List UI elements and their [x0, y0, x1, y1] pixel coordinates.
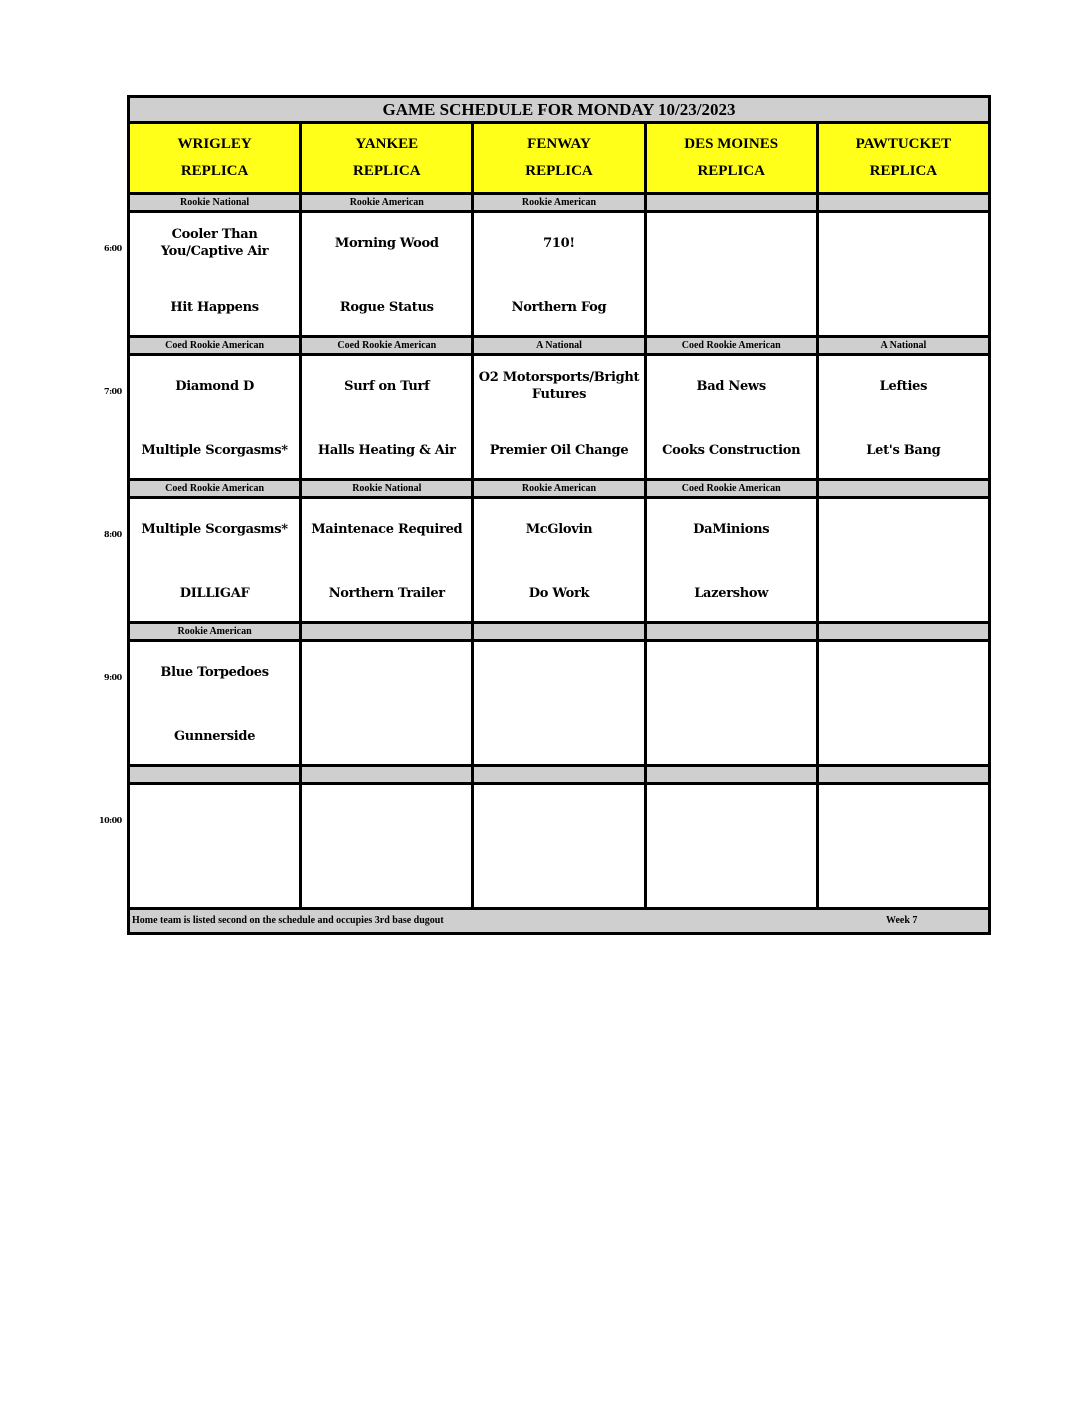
game-cell [647, 499, 816, 621]
home-team: Do Work [528, 586, 590, 601]
away-team: Bad News [696, 379, 766, 394]
home-team: Lazershow [694, 586, 769, 601]
away-team [476, 807, 641, 843]
away-team: Blue Torpedoes [160, 665, 269, 680]
away-team [821, 664, 986, 700]
game-cell [474, 356, 643, 478]
field-subtitle: REPLICA [180, 163, 249, 179]
home-team: Rogue Status [339, 300, 434, 315]
home-team: Northern Fog [511, 300, 607, 315]
home-team: Gunnerside [173, 729, 256, 744]
field-name: FENWAY [527, 136, 591, 152]
field-name: DES MOINES [684, 136, 779, 152]
away-team: Surf on Turf [344, 379, 430, 394]
away-team [132, 807, 297, 843]
field-subtitle: REPLICA [697, 163, 765, 179]
away-team [304, 664, 469, 700]
game-cell [647, 213, 816, 335]
away-team: Maintenace Required [311, 522, 463, 537]
game-cell [819, 213, 988, 335]
away-team: Cooler Than You/Captive Air [160, 227, 269, 259]
field-name: WRIGLEY [177, 136, 252, 152]
game-cell [302, 213, 471, 335]
division-label: Rookie American [302, 195, 471, 210]
away-team [649, 235, 814, 271]
field-name: PAWTUCKET [855, 136, 952, 152]
division-label: A National [474, 338, 643, 353]
game-cell [647, 785, 816, 907]
away-team: 710! [543, 236, 575, 251]
game-cell [647, 356, 816, 478]
home-team: Let's Bang [866, 443, 941, 458]
division-label [819, 767, 988, 782]
home-team: DILLIGAF [179, 586, 250, 601]
game-cell [130, 785, 299, 907]
game-cell [819, 785, 988, 907]
game-cell [474, 642, 643, 764]
game-cell [819, 642, 988, 764]
division-label: Coed Rookie American [130, 481, 299, 496]
schedule-footer [130, 910, 988, 932]
time-slot-label: 8:00 [104, 529, 122, 539]
away-team: Lefties [879, 379, 928, 394]
division-label: Coed Rookie American [647, 481, 816, 496]
division-label [819, 195, 988, 210]
away-team [821, 521, 986, 557]
home-team: Premier Oil Change [489, 443, 629, 458]
division-label: Coed Rookie American [302, 338, 471, 353]
field-header [302, 124, 471, 192]
field-header [474, 124, 643, 192]
game-cell [302, 499, 471, 621]
division-label: Coed Rookie American [647, 338, 816, 353]
home-team: Cooks Construction [662, 443, 801, 458]
game-cell [647, 642, 816, 764]
schedule-table [127, 95, 991, 935]
week-label: Week 7 [886, 915, 918, 926]
away-team: McGlovin [525, 522, 593, 537]
division-label: Coed Rookie American [130, 338, 299, 353]
away-team: DaMinions [693, 522, 770, 537]
field-subtitle: REPLICA [525, 163, 593, 179]
division-label [474, 767, 643, 782]
division-label [819, 481, 988, 496]
time-slot-label: 6:00 [104, 243, 122, 253]
home-team: Halls Heating & Air [317, 443, 456, 458]
away-team [821, 235, 986, 271]
division-label [647, 767, 816, 782]
division-label [302, 624, 471, 639]
game-cell [302, 785, 471, 907]
division-label: Rookie National [130, 195, 299, 210]
away-team [304, 807, 469, 843]
away-team [649, 807, 814, 843]
home-team: Multiple Scorgasms* [141, 443, 288, 458]
division-label: A National [819, 338, 988, 353]
field-header [819, 124, 988, 192]
home-team-note: Home team is listed second on the schedule and occupies 3rd base dugout [132, 915, 444, 926]
time-slot-label: 7:00 [104, 386, 122, 396]
division-label [647, 195, 816, 210]
game-cell [130, 213, 299, 335]
division-label: Rookie American [474, 195, 643, 210]
game-cell [130, 642, 299, 764]
field-subtitle: REPLICA [869, 163, 938, 179]
game-cell [474, 213, 643, 335]
away-team: O2 Motorsports/Bright Futures [478, 370, 640, 402]
away-team [476, 664, 641, 700]
division-label: Rookie National [302, 481, 471, 496]
field-header [130, 124, 299, 192]
division-label [474, 624, 643, 639]
game-cell [130, 356, 299, 478]
division-label [819, 624, 988, 639]
division-label: Rookie American [130, 624, 299, 639]
game-cell [474, 499, 643, 621]
division-label [130, 767, 299, 782]
division-label: Rookie American [474, 481, 643, 496]
away-team: Multiple Scorgasms* [141, 522, 288, 537]
home-team: Northern Trailer [328, 586, 445, 601]
game-cell [130, 499, 299, 621]
time-slot-label: 10:00 [99, 815, 122, 825]
away-team [821, 807, 986, 843]
home-team: Hit Happens [170, 300, 259, 315]
field-header [647, 124, 816, 192]
game-cell [819, 356, 988, 478]
away-team: Diamond D [175, 379, 254, 394]
schedule-title: GAME SCHEDULE FOR MONDAY 10/23/2023 [130, 98, 988, 121]
field-subtitle: REPLICA [353, 163, 421, 179]
field-name: YANKEE [355, 136, 419, 152]
game-cell [819, 499, 988, 621]
division-label [647, 624, 816, 639]
time-slot-label: 9:00 [104, 672, 122, 682]
away-team [649, 664, 814, 700]
away-team: Morning Wood [334, 236, 439, 251]
division-label [302, 767, 471, 782]
game-cell [302, 642, 471, 764]
game-cell [474, 785, 643, 907]
game-cell [302, 356, 471, 478]
